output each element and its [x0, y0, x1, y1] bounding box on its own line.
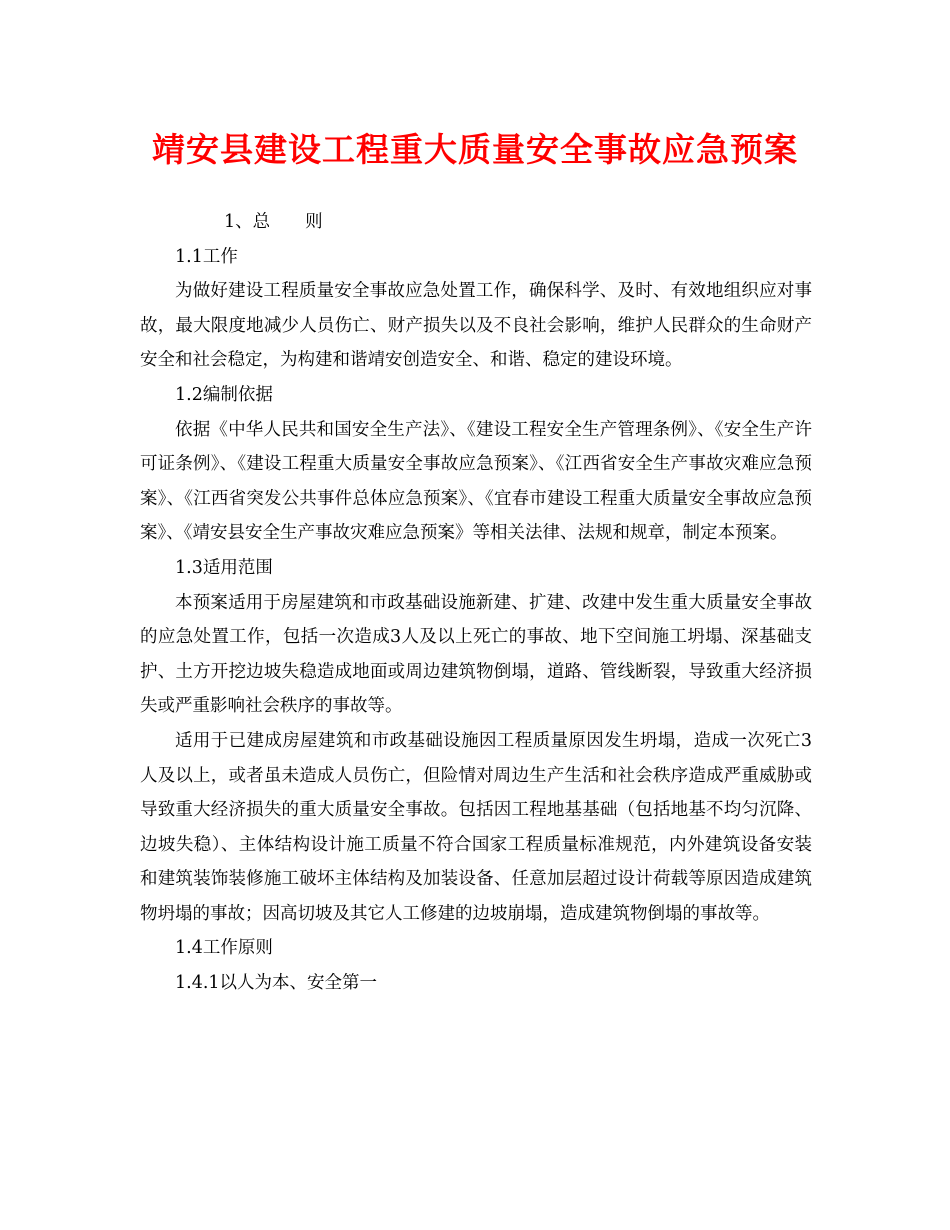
paragraph-basis: 依据《中华人民共和国安全生产法》、《建设工程安全生产管理条例》、《安全生产许可证条例》、《建设工程重大质量安全事故应急预案》、《江西省安全生产事故灾难应急预案》、《江西省突发公共事件总体应急预案》、《宜春市建设工程重大质量安全事故应急预案》、《靖安县安全生产事故灾难应急预案》等相关法律、法规和规章，制定本预案。	[140, 419, 812, 544]
paragraph-work: 为做好建设工程质量安全事故应急处置工作，确保科学、及时、有效地组织应对事故，最大限度地减少人员伤亡、财产损失以及不良社会影响，维护人民群众的生命财产安全和社会稳定，为构建和谐靖安创造安全、和谐、稳定的建设环境。	[140, 281, 812, 371]
subsection-heading-people-first: 1.4.1以人为本、安全第一	[175, 973, 378, 994]
subsection-heading-scope: 1.3适用范围	[175, 557, 273, 578]
section-heading-general: 1、总 则	[224, 212, 323, 232]
paragraph-scope-2: 适用于已建成房屋建筑和市政基础设施因工程质量原因发生坍塌，造成一次死亡3人及以上，或者虽未造成人员伤亡，但险情对周边生产生活和社会秩序造成严重威胁或导致重大经济损失的重大质量安全事故。包括因工程地基基础（包括地基不均匀沉降、边坡失稳）、主体结构设计施工质量不符合国家工程质量标准规范，内外建筑设备安装和建筑装饰装修施工破坏主体结构及加装设备、任意加层超过设计荷载等原因造成建筑物坍塌的事故；因高切坡及其它人工修建的边坡崩塌，造成建筑物倒塌的事故等。	[140, 730, 812, 924]
subsection-heading-basis: 1.2编制依据	[175, 384, 273, 405]
paragraph-scope-1: 本预案适用于房屋建筑和市政基础设施新建、扩建、改建中发生重大质量安全事故的应急处置工作，包括一次造成3人及以上死亡的事故、地下空间施工坍塌、深基础支护、土方开挖边坡失稳造成地面或周边建筑物倒塌，道路、管线断裂，导致重大经济损失或严重影响社会秩序的事故等。	[140, 592, 812, 717]
subsection-heading-principles: 1.4工作原则	[175, 938, 273, 959]
subsection-heading-work: 1.1工作	[175, 246, 238, 267]
document-body	[140, 205, 812, 1001]
document-title: 靖安县建设工程重大质量安全事故应急预案	[152, 130, 798, 169]
